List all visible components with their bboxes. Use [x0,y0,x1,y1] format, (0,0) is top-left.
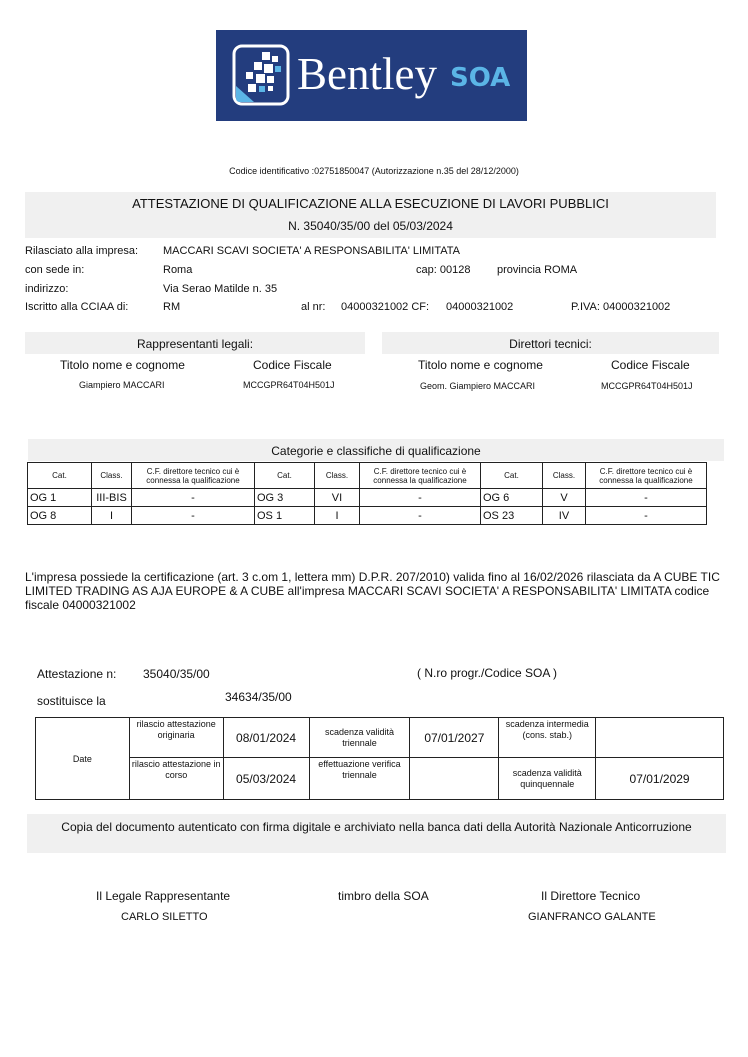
tech-col-cf: Codice Fiscale [611,358,690,372]
intermediate-expiry-label: scadenza intermedia (cons. stab.) [499,718,596,758]
class-cell: III-BIS [92,489,132,507]
dates-label: Date [36,718,130,800]
province-value: provincia ROMA [497,264,578,276]
cf-value: 04000321002 [446,301,514,313]
legal-header: Rappresentanti legali: [136,337,254,351]
tech-name: Geom. Giampiero MACCARI [420,381,536,391]
category-cell: OG 8 [28,507,92,525]
triennial-check-label: effettuazione verifica triennale [309,758,410,800]
header-class: Class. [315,463,360,489]
certification-text: L'impresa possiede la certificazione (art. 3 c.om 1, lettera mm) D.P.R. 207/2010) valida fino al 16/02/2026 rilasciata da A CUBE TIC LIMITED TRADING AS AJA EUROPE & A CUBE all'impresa MACCARI SCAVI SOCIETA' A RESPONSABILITA' LIMITATA codice fiscale 04000321002 [25,570,720,612]
tech-col-name: Titolo nome e cognome [418,358,543,372]
header-cat: Cat. [255,463,315,489]
legal-name: Giampiero MACCARI [79,380,165,390]
current-issue-value: 05/03/2024 [223,758,309,800]
tech-cf: MCCGPR64T04H501J [601,381,693,391]
header-cf: C.F. direttore tecnico cui è connessa la qualificazione [360,463,481,489]
categories-header-row [28,463,707,489]
cap-value: cap: 00128 [416,264,471,276]
ccia-value: RM [163,301,181,313]
table-row [28,507,707,525]
header-cf: C.F. direttore tecnico cui è connessa la qualificazione [586,463,707,489]
identification-code: Codice identificativo :02751850047 (Autorizzazione n.35 del 28/12/2000) [229,166,519,176]
quinquennial-expiry-value: 07/01/2029 [596,758,724,800]
logo-suffix: SOA [450,63,511,93]
logo-mark-icon [232,44,292,108]
categories-table [27,462,707,525]
current-issue-label: rilascio attestazione in corso [129,758,223,800]
header-cat: Cat. [481,463,543,489]
soa-stamp-label: timbro della SOA [338,889,429,903]
dates-table [35,717,724,800]
nr-label: al nr: [301,301,326,313]
category-cell: OG 6 [481,489,543,507]
class-cell: I [315,507,360,525]
issued-value: MACCARI SCAVI SOCIETA' A RESPONSABILITA' LIMITATA [163,245,460,257]
attestation-note: ( N.ro progr./Codice SOA ) [417,666,558,680]
seat-value: Roma [163,264,193,276]
class-cell: IV [543,507,586,525]
cf-cell: - [132,507,255,525]
replaces-value: 34634/35/00 [225,690,292,704]
address-value: Via Serao Matilde n. 35 [163,283,278,295]
tech-header: Direttori tecnici: [509,337,592,351]
cf-cell: - [360,507,481,525]
quinquennial-expiry-label: scadenza validità quinquennale [499,758,596,800]
table-row [28,489,707,507]
nr-value: 04000321002 CF: [341,301,430,313]
cf-cell: - [360,489,481,507]
original-issue-value: 08/01/2024 [223,718,309,758]
category-cell: OS 23 [481,507,543,525]
seat-label: con sede in: [25,264,85,276]
copy-note: Copia del documento autenticato con firma digitale e archiviato nella banca dati della Autorità Nazionale Anticorruzione [61,820,692,834]
intermediate-expiry-value [596,718,724,758]
triennial-expiry-value: 07/01/2027 [410,718,499,758]
triennial-expiry-label: scadenza validità triennale [309,718,410,758]
technical-director-name: GIANFRANCO GALANTE [528,911,656,923]
technical-director-title: Il Direttore Tecnico [541,889,641,903]
ccia-label: Iscritto alla CCIAA di: [25,301,129,313]
cf-cell: - [586,489,707,507]
original-issue-label: rilascio attestazione originaria [129,718,223,758]
replaces-label: sostituisce la [37,694,106,708]
triennial-check-value [410,758,499,800]
header-cat: Cat. [28,463,92,489]
attestation-label: Attestazione n: [37,667,117,681]
header-cf: C.F. direttore tecnico cui è connessa la qualificazione [132,463,255,489]
header-class: Class. [92,463,132,489]
categories-header: Categorie e classifiche di qualificazione [271,444,481,458]
attestation-value: 35040/35/00 [143,667,210,681]
legal-col-name: Titolo nome e cognome [60,358,185,372]
table-row [36,758,724,800]
legal-cf: MCCGPR64T04H501J [243,380,335,390]
document-number: N. 35040/35/00 del 05/03/2024 [288,219,453,233]
document-title: ATTESTAZIONE DI QUALIFICAZIONE ALLA ESECUZIONE DI LAVORI PUBBLICI [132,196,609,211]
logo-brand: Bentley [297,49,437,99]
header-class: Class. [543,463,586,489]
class-cell: V [543,489,586,507]
company-logo [216,30,527,121]
legal-representative-name: CARLO SILETTO [121,911,208,923]
class-cell: VI [315,489,360,507]
legal-col-cf: Codice Fiscale [253,358,332,372]
category-cell: OG 1 [28,489,92,507]
class-cell: I [92,507,132,525]
address-label: indirizzo: [25,283,69,295]
piva-value: P.IVA: 04000321002 [571,301,671,313]
cf-cell: - [586,507,707,525]
cf-cell: - [132,489,255,507]
legal-representative-title: Il Legale Rappresentante [96,889,231,903]
category-cell: OS 1 [255,507,315,525]
issued-label: Rilasciato alla impresa: [25,245,139,257]
category-cell: OG 3 [255,489,315,507]
table-row [36,718,724,758]
